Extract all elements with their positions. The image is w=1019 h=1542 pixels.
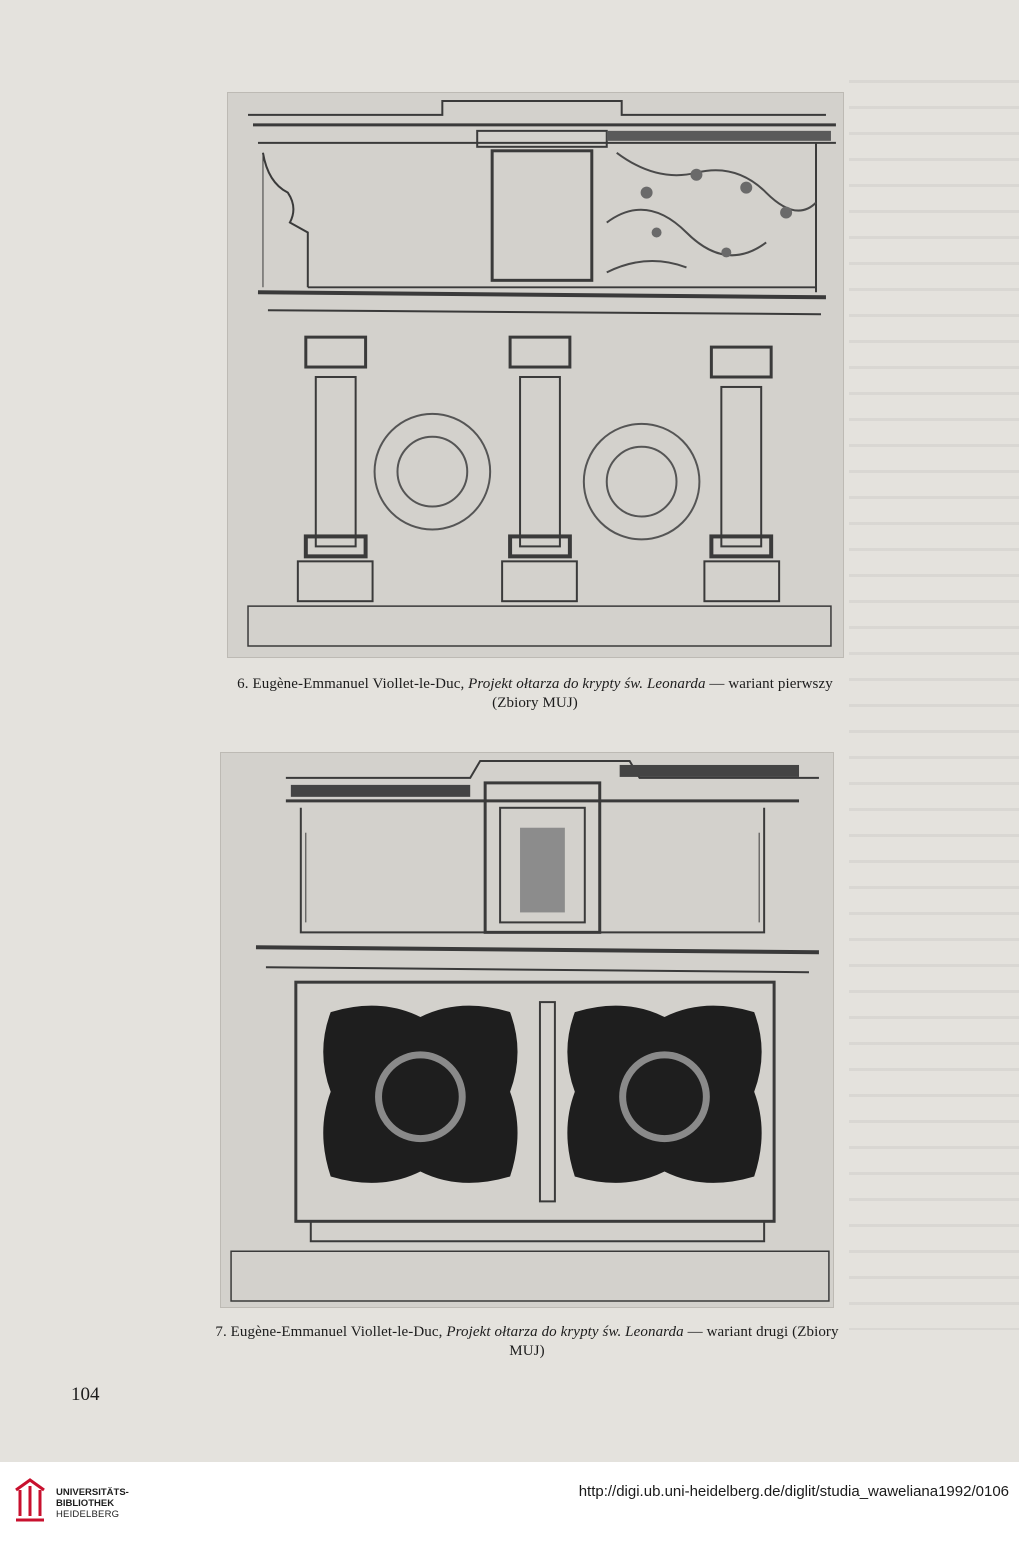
altar-drawing-variant-1 <box>228 93 843 657</box>
logo-line3: HEIDELBERG <box>56 1509 120 1520</box>
library-logo[interactable] <box>12 1476 132 1528</box>
figure-6-caption <box>220 675 850 713</box>
footer-bar <box>0 1462 1019 1542</box>
caption-6-prefix: 6. Eugène-Emmanuel Viollet-le-Duc, <box>237 676 469 692</box>
caption-7-prefix: 7. Eugène-Emmanuel Viollet-le-Duc, <box>215 1324 447 1340</box>
source-url-link[interactable]: http://digi.ub.uni-heidelberg.de/diglit/studia_waweliana1992/0106 <box>578 1483 1009 1500</box>
heidelberg-logo-icon <box>12 1476 48 1528</box>
caption-6-suffix: — wariant pierwszy (Zbiory MUJ) <box>492 676 833 711</box>
figure-7-caption <box>212 1323 842 1361</box>
caption-7-suffix: — wariant drugi (Zbiory MUJ) <box>509 1324 839 1359</box>
bleed-through-text <box>849 80 1019 1330</box>
altar-drawing-variant-2 <box>221 753 833 1307</box>
figure-6-drawing <box>227 92 844 658</box>
logo-line1: UNIVERSITÄTS- <box>56 1487 129 1498</box>
logo-line2: BIBLIOTHEK <box>56 1498 115 1509</box>
caption-7-title: Projekt ołtarza do krypty św. Leonarda <box>446 1324 684 1340</box>
logo-text <box>56 1487 129 1520</box>
figure-7-drawing <box>220 752 834 1308</box>
caption-6-title: Projekt ołtarza do krypty św. Leonarda <box>468 676 706 692</box>
page-number: 104 <box>71 1384 100 1405</box>
